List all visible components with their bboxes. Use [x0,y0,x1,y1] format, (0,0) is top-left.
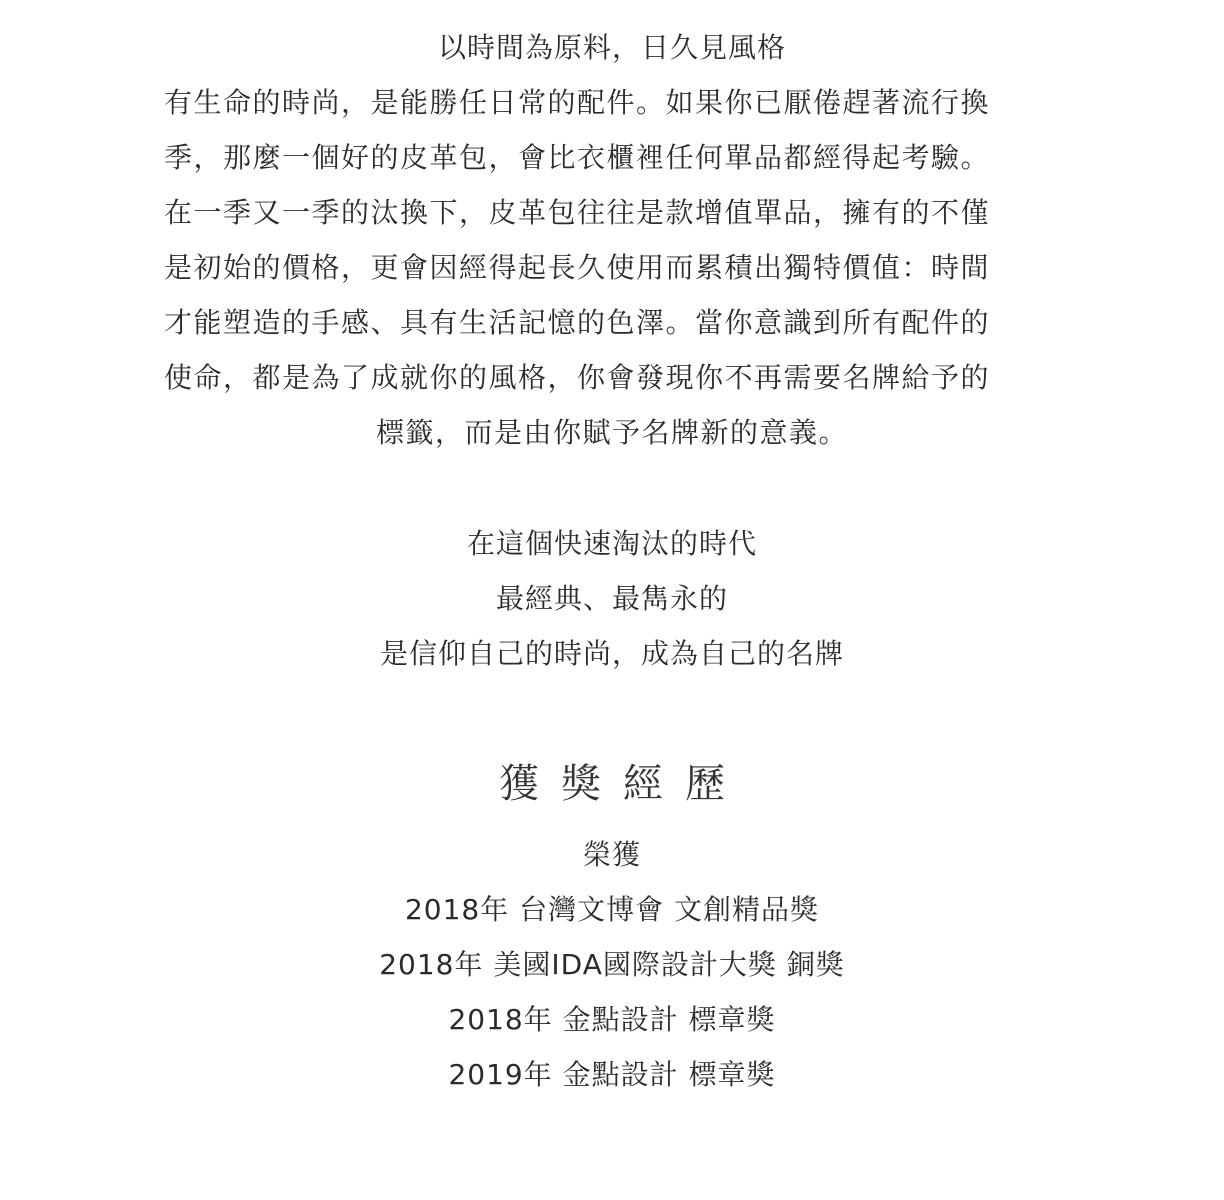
award-item: 2018年 台灣文博會 文創精品獎 [404,893,820,926]
slogan-line: 是信仰自己的時尚，成為自己的名牌 [379,637,844,670]
slogan-line: 最經典、最雋永的 [495,582,728,615]
intro-paragraph-line: 才能塑造的手感、具有生活記憶的色澤。當你意識到所有配件的 [164,306,991,339]
awards-subtitle: 榮獲 [582,838,641,871]
intro-paragraph-line: 使命，都是為了成就你的風格，你會發現你不再需要名牌給予的 [164,361,991,394]
intro-paragraph-line: 季，那麼一個好的皮革包，會比衣櫃裡任何單品都經得起考驗。 [164,141,991,174]
intro-paragraph-line: 是初始的價格，更會因經得起長久使用而累積出獨特價值：時間 [164,251,991,284]
intro-paragraph-line: 在一季又一季的汰換下，皮革包往往是款增值單品，擁有的不僅 [164,196,991,229]
awards-heading: 獲獎經歷 [499,761,747,807]
award-item: 2019年 金點設計 標章獎 [448,1058,776,1091]
intro-paragraph-line: 有生命的時尚，是能勝任日常的配件。如果你已厭倦趕著流行換 [164,86,991,119]
intro-paragraph-line: 標籤，而是由你賦予名牌新的意義。 [375,416,848,449]
award-item: 2018年 金點設計 標章獎 [448,1003,776,1036]
slogan-line: 在這個快速淘汰的時代 [466,527,757,560]
award-item: 2018年 美國IDA國際設計大獎 銅獎 [379,948,845,981]
intro-title: 以時間為原料，日久見風格 [437,31,786,64]
